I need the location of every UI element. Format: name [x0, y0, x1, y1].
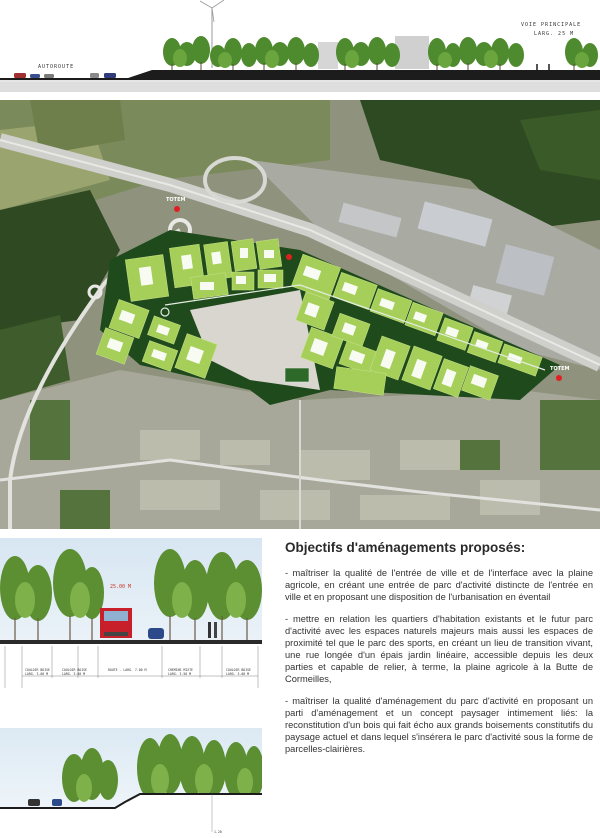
road-cross-section: [0, 538, 262, 690]
objective-paragraph-2: - mettre en relation les quartiers d'habitation existants et le futur parc d'activité avec les espaces naturels majeurs mais aussi les espaces de proximité tel que le parc des sports, en créant un lieu de transition vivant, une rue longée d'un épais jardin linéaire, accessible depuis les deux parties et capable de relier, à terme, la plaine agricole à la Butte de Cormeilles,: [285, 614, 593, 684]
dim-label-2: COULOIR BOISE LARG. 3.00 M: [62, 668, 87, 676]
totem-marker-east: [556, 375, 562, 381]
totem-marker-center: [286, 254, 292, 260]
top-section-elevation: [0, 0, 600, 92]
autoroute-label: AUTOROUTE: [38, 64, 75, 70]
lower-elevation-drawing: [0, 728, 262, 838]
lower-elevation: [0, 728, 262, 838]
dim-label-5: COULOIR BOISE LARG. 3.00 M: [226, 668, 251, 676]
totem-label-west: TOTEM: [166, 197, 186, 203]
voie-principale-label: VOIE PRINCIPALE: [521, 22, 582, 28]
voie-principale-width-label: LARG. 25 M: [534, 31, 575, 37]
dim-label-3: ROUTE - LARG. 7.00 M: [108, 668, 147, 672]
totem-label-east: TOTEM: [550, 366, 570, 372]
top-section-drawing: [0, 0, 600, 92]
road-width-label: 25.00 M: [110, 584, 132, 590]
totem-marker-west: [174, 206, 180, 212]
dim-label-1: COULOIR BOISE LARG. 3.00 M: [25, 668, 50, 676]
dim-label-4: CHEMINS MIXTE LARG. 3.50 M: [168, 668, 193, 676]
lower-dim-label: 1.20: [214, 830, 222, 834]
objective-paragraph-3: - maîtriser la qualité d'aménagement du parc d'activité en proposant un parti d'aménagement et un concept paysager intimement liés: la reconstitution d'un bois qui fait écho aux grands boisements constitutifs du paysage actuel et dans lequel s'insérera le parc d'activité sous la forme de parcelles-clairières.: [285, 696, 593, 754]
aerial-masterplan-map: [0, 100, 600, 529]
text-panel: [285, 540, 593, 765]
aerial-map-drawing: [0, 100, 600, 529]
objective-paragraph-1: - maîtriser la qualité de l'entrée de ville et de l'interface avec la plaine agricole, en créant une entrée de parc d'activité distincte de l'entrée en ville et en proposant une disposition de l'urbanisation en éventail: [285, 568, 593, 602]
objectives-heading: Objectifs d'aménagements proposés:: [285, 540, 526, 555]
